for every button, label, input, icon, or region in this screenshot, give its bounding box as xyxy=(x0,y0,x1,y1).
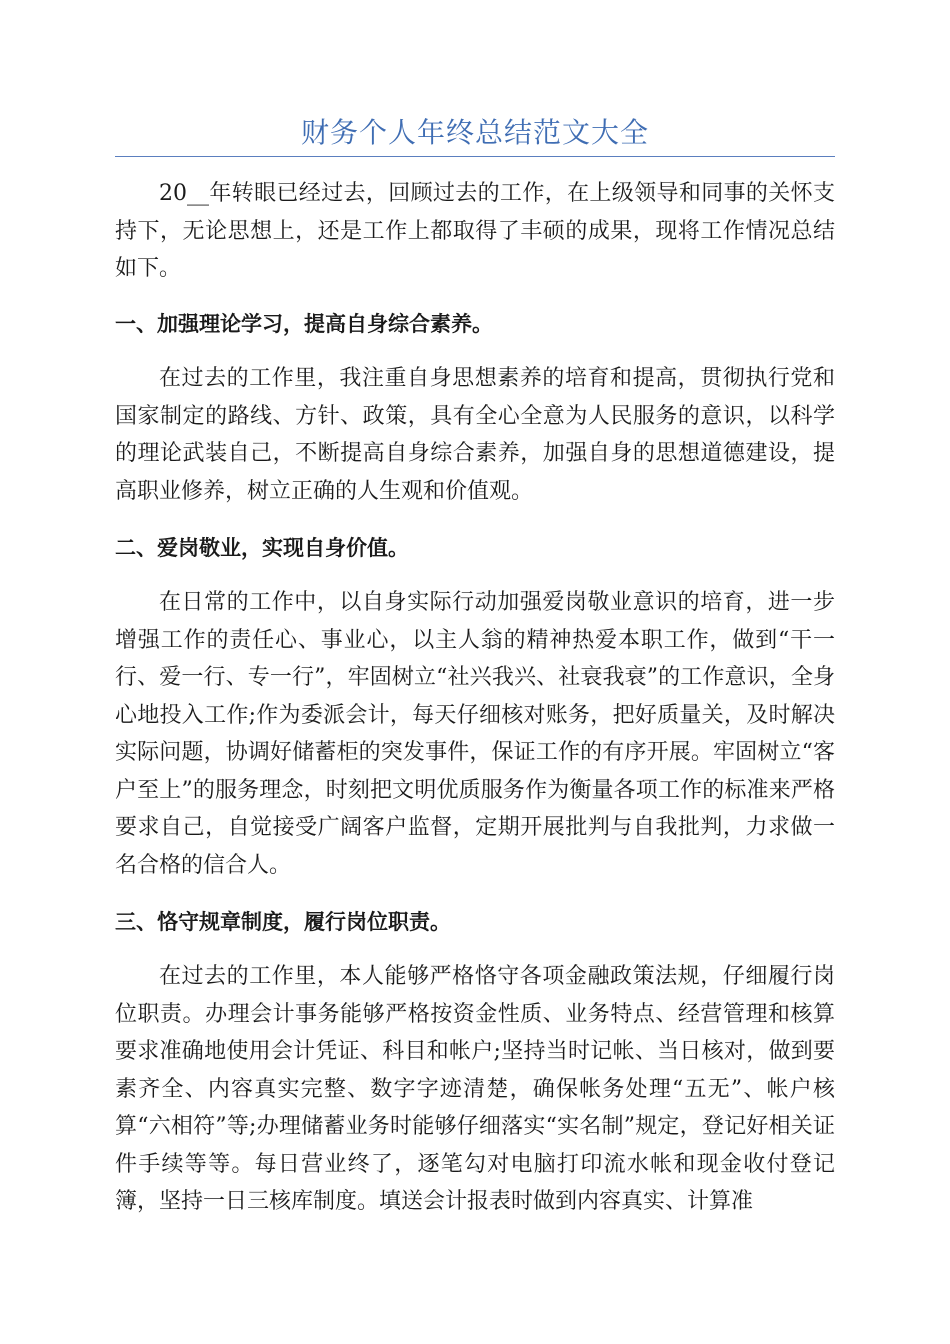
section-body-1: 在过去的工作里，我注重自身思想素养的培育和提高，贯彻执行党和国家制定的路线、方针、政策，具有全心全意为人民服务的意识，以科学的理论武装自己，不断提高自身综合素养，加强自身的思想道德建设，提高职业修养，树立正确的人生观和价值观。 xyxy=(115,366,835,504)
title-underline xyxy=(115,156,835,157)
document-title: 财务个人年终总结范文大全 xyxy=(300,116,649,149)
section-body-3: 在过去的工作里，本人能够严格恪守各项金融政策法规，仔细履行岗位职责。办理会计事务能够严格按资金性质、业务特点、经营管理和核算要求准确地使用会计凭证、科目和帐户;坚持当时记帐、当日核对，做到要素齐全、内容真实完整、数字字迹清楚，确保帐务处理“五无”、帐户核算“六相符”等;办理储蓄业务时能够仔细落实“实名制”规定，登记好相关证件手续等等。每日营业终了，逐笔勾对电脑打印流水帐和现金收付登记簿，坚持一日三核库制度。填送会计报表时做到内容真实、计算准 xyxy=(115,964,835,1214)
intro-paragraph: 20__年转眼已经过去，回顾过去的工作，在上级领导和同事的关怀支持下，无论思想上，还是工作上都取得了丰硕的成果，现将工作情况总结如下。 xyxy=(115,181,835,281)
section-heading-2: 二、爱岗敬业，实现自身价值。 xyxy=(115,536,409,560)
section-heading-3: 三、恪守规章制度，履行岗位职责。 xyxy=(115,910,451,934)
section-heading-1: 一、加强理论学习，提高自身综合素养。 xyxy=(115,312,493,336)
section-body-2: 在日常的工作中，以自身实际行动加强爱岗敬业意识的培育，进一步增强工作的责任心、事业心，以主人翁的精神热爱本职工作，做到“干一行、爱一行、专一行”，牢固树立“社兴我兴、社衰我衰”的工作意识，全身心地投入工作;作为委派会计，每天仔细核对账务，把好质量关，及时解决实际问题，协调好储蓄柜的突发事件，保证工作的有序开展。牢固树立“客户至上”的服务理念，时刻把文明优质服务作为衡量各项工作的标准来严格要求自己，自觉接受广阔客户监督，定期开展批判与自我批判，力求做一名合格的信合人。 xyxy=(115,590,835,878)
